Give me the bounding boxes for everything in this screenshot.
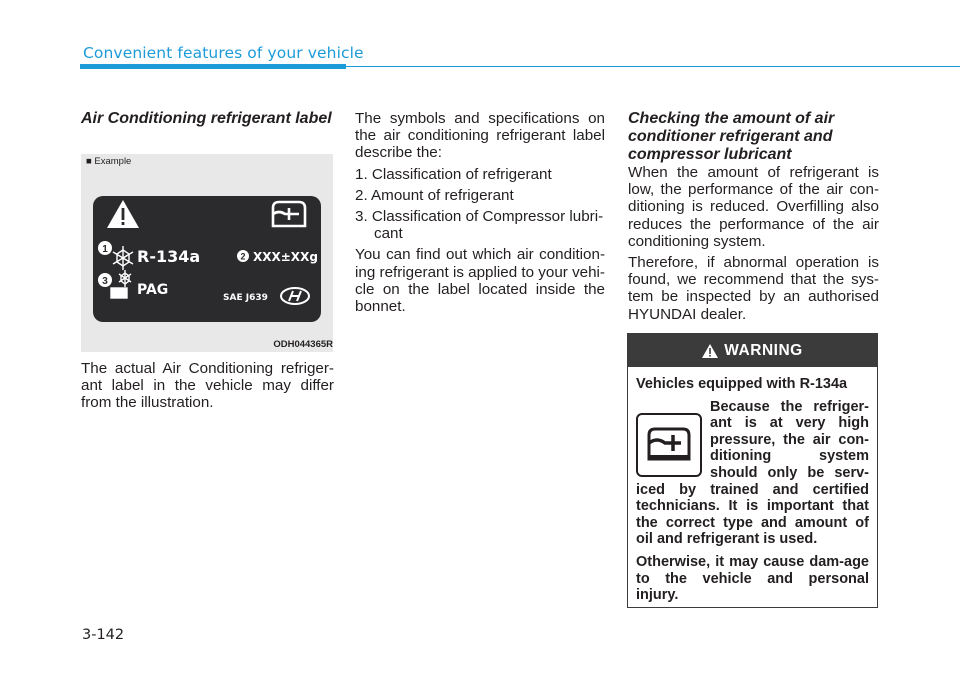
warning-paragraph-2: Otherwise, it may cause dam-age to the vehicle and personal injury. — [636, 553, 869, 604]
header-rule — [346, 66, 960, 67]
marker-1-num: 1 — [102, 244, 108, 255]
section-header-title: Convenient features of your vehicle — [83, 44, 364, 62]
warning-header — [628, 334, 877, 367]
snowflake-icon — [113, 246, 133, 270]
symbols-outro: You can find out which air condition-ing refrigerant is applied to your vehi-cle on the label located inside the bonnet. — [355, 246, 605, 316]
checking-paragraph-2: Therefore, if abnormal operation is found, we recommend that the sys-tem be inspected by an authorised HYUNDAI dealer. — [628, 254, 879, 323]
caution-icon — [107, 200, 139, 228]
refrigerant-label-figure — [81, 154, 333, 352]
label-refrigerant-type: R-134a — [137, 247, 201, 266]
oil-can-icon — [111, 270, 131, 298]
warning-triangle-icon — [702, 344, 718, 358]
hyundai-logo-icon — [281, 288, 309, 304]
warning-paragraph-1: Because the refriger-ant is at very high pressure, the air con-ditioning system should only be serv-iced by trained and certified technicians. It is important that the correct type and amount of oil and refrigerant is used. — [636, 398, 869, 548]
ac-label-note: The actual Air Conditioning refriger-ant label in the vehicle may differ from the illustration. — [81, 360, 334, 412]
warning-content — [628, 367, 877, 604]
label-lubricant-type: PAG — [137, 282, 169, 298]
list-item: 3. Classification of Compressor lubri-cant — [355, 208, 604, 243]
label-symbols-section — [355, 110, 605, 319]
manual-icon — [273, 202, 305, 226]
list-item: 1. Classification of refrigerant — [355, 165, 552, 183]
marker-3-num: 3 — [102, 276, 108, 287]
list-item: 2. Amount of refrigerant — [355, 186, 514, 204]
warning-box — [627, 333, 878, 608]
ac-label-heading: Air Conditioning refrigerant label — [81, 110, 332, 127]
warning-heading: Vehicles equipped with R-134a — [636, 376, 848, 392]
label-decal-art — [93, 196, 321, 322]
warning-label: WARNING — [724, 341, 803, 359]
checking-refrigerant-heading: Checking the amount of air conditioner refrigerant and compressor lubricant — [628, 110, 835, 163]
checking-paragraph-1: When the amount of refrigerant is low, the performance of the air con-ditioning is reduced. Overfilling also reduces the performance of the air conditioning system. — [628, 164, 879, 250]
label-refrigerant-amount: XXX±XXg — [253, 250, 318, 264]
figure-example-caption: ■ Example — [86, 156, 132, 167]
refrigerant-label-decal — [93, 196, 321, 322]
checking-refrigerant-body — [628, 164, 879, 327]
symbols-intro: The symbols and specifications on the air conditioning refrigerant label describe the: — [355, 110, 605, 162]
label-standard: SAE J639 — [223, 293, 268, 303]
figure-code: ODH044365R — [273, 339, 333, 350]
marker-2-num: 2 — [240, 251, 246, 262]
service-manual-icon — [636, 413, 702, 477]
page-number: 3-142 — [82, 627, 125, 643]
header-accent-bar — [80, 64, 346, 69]
